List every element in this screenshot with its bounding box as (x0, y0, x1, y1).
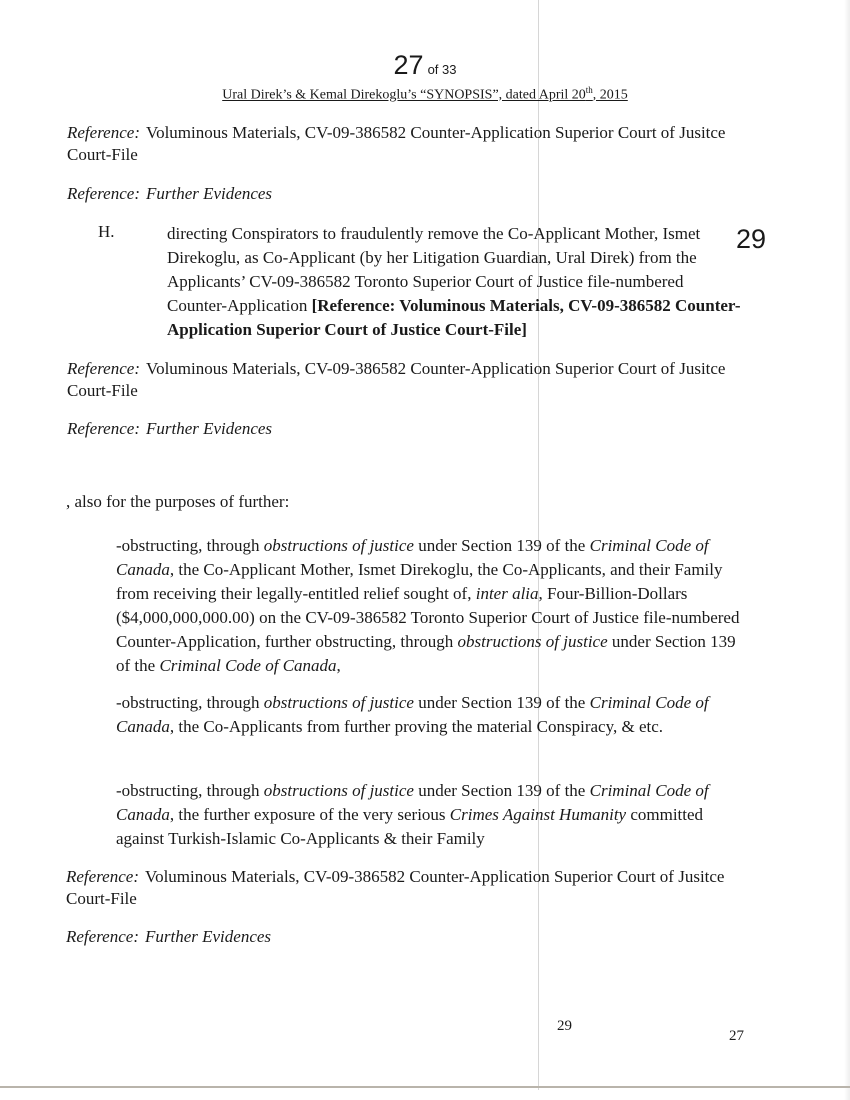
italic-run: obstructions of justice (457, 632, 608, 651)
reference-text: Further Evidences (145, 184, 273, 203)
reference-text: Further Evidences (145, 419, 273, 438)
text-run: committed against Turkish-Islamic Co-Applicants & their Family (116, 805, 704, 848)
reference-further-2 (67, 418, 272, 440)
text-run: -obstructing, through (116, 781, 264, 800)
reference-text: Voluminous Materials, CV-09-386582 Counter-Application Superior Court of Jusitce Court-File (66, 867, 725, 908)
text-run: under Section 139 of the (413, 781, 590, 800)
reference-label: Reference: (67, 419, 140, 438)
page-number-header (0, 50, 850, 81)
page-number: 27 (393, 50, 424, 80)
text-run: -obstructing, through (116, 536, 264, 555)
text-run: , Four-Billion-Dollars ($4,000,000,000.00) on the CV-09-386582 Toronto Superior Court of Justice file-numbered Counter-Application, further obstructing, through (116, 584, 740, 651)
reference-label: Reference: (66, 927, 139, 946)
italic-run: inter alia (475, 584, 539, 603)
obstruction-paragraph-2 (116, 691, 751, 739)
text-run: -obstructing, through (116, 693, 264, 712)
title-sup: th (585, 85, 593, 95)
reference-further-1 (67, 183, 272, 205)
bates-number-footer: 29 (557, 1018, 572, 1034)
text-run: , the Co-Applicants from further proving the material Conspiracy, & etc. (169, 717, 664, 736)
scan-edge-shade (844, 0, 850, 1100)
text-run: , the Co-Applicant Mother, Ismet Direkoglu, the Co-Applicants, and their Family from receiving their legally-entitled relief sought of, (116, 560, 723, 603)
title-prefix: Ural Direk’s & Kemal Direkoglu’s “SYNOPSIS”, dated April 20 (222, 87, 586, 103)
italic-run: obstructions of justice (263, 536, 414, 555)
text-run: under Section 139 of the (413, 536, 590, 555)
title-suffix: , 2015 (592, 87, 628, 103)
item-h-body: directing Conspirators to fraudulently remove the Co-Applicant Mother, Ismet Direkoglu, as Co-Applicant (by her Litigation Guardian, Ural Direk) from the Applicants’ CV-09-386582 Toronto Superior Court of Justice file-numbered Counter-Application (167, 224, 701, 315)
item-h-bold-reference: [Reference: Voluminous Materials, CV-09-386582 Counter-Application Superior Court of Justice Court-File] (167, 296, 741, 339)
bates-stamp: 29 (736, 224, 767, 254)
reference-text: Voluminous Materials, CV-09-386582 Counter-Application Superior Court of Jusitce Court-File (67, 359, 726, 400)
italic-run: obstructions of justice (263, 693, 414, 712)
reference-label: Reference: (67, 123, 140, 142)
page-number-footer: 27 (729, 1028, 744, 1044)
obstruction-paragraph-3 (116, 779, 751, 851)
reference-voluminous-1 (67, 122, 757, 166)
text-run: , the further exposure of the very serious (169, 805, 450, 824)
italic-run: Criminal Code of Canada (116, 693, 709, 736)
italic-run: Criminal Code of Canada (116, 536, 709, 579)
scan-bottom-edge (0, 1086, 850, 1088)
item-letter: H. (98, 222, 115, 241)
italic-run: Criminal Code of Canada (116, 781, 709, 824)
italic-run: obstructions of justice (263, 781, 414, 800)
text-run: under Section 139 of the (413, 693, 590, 712)
reference-label: Reference: (67, 184, 140, 203)
reference-label: Reference: (66, 867, 139, 886)
obstruction-paragraph-1 (116, 534, 751, 678)
reference-label: Reference: (67, 359, 140, 378)
italic-run: Criminal Code of Canada (159, 656, 337, 675)
italic-run: Crimes Against Humanity (449, 805, 627, 824)
also-purposes-text: , also for the purposes of further: (66, 492, 290, 511)
text-run: under Section 139 of the (116, 632, 736, 675)
text-run: , (336, 656, 341, 675)
item-h-text (167, 222, 747, 342)
reference-voluminous-3 (66, 866, 756, 910)
reference-text: Voluminous Materials, CV-09-386582 Counter-Application Superior Court of Jusitce Court-File (67, 123, 726, 164)
document-title (0, 85, 850, 104)
page-total: of 33 (427, 62, 457, 77)
reference-voluminous-2 (67, 358, 757, 402)
reference-text: Further Evidences (144, 927, 272, 946)
reference-further-3 (66, 926, 271, 948)
